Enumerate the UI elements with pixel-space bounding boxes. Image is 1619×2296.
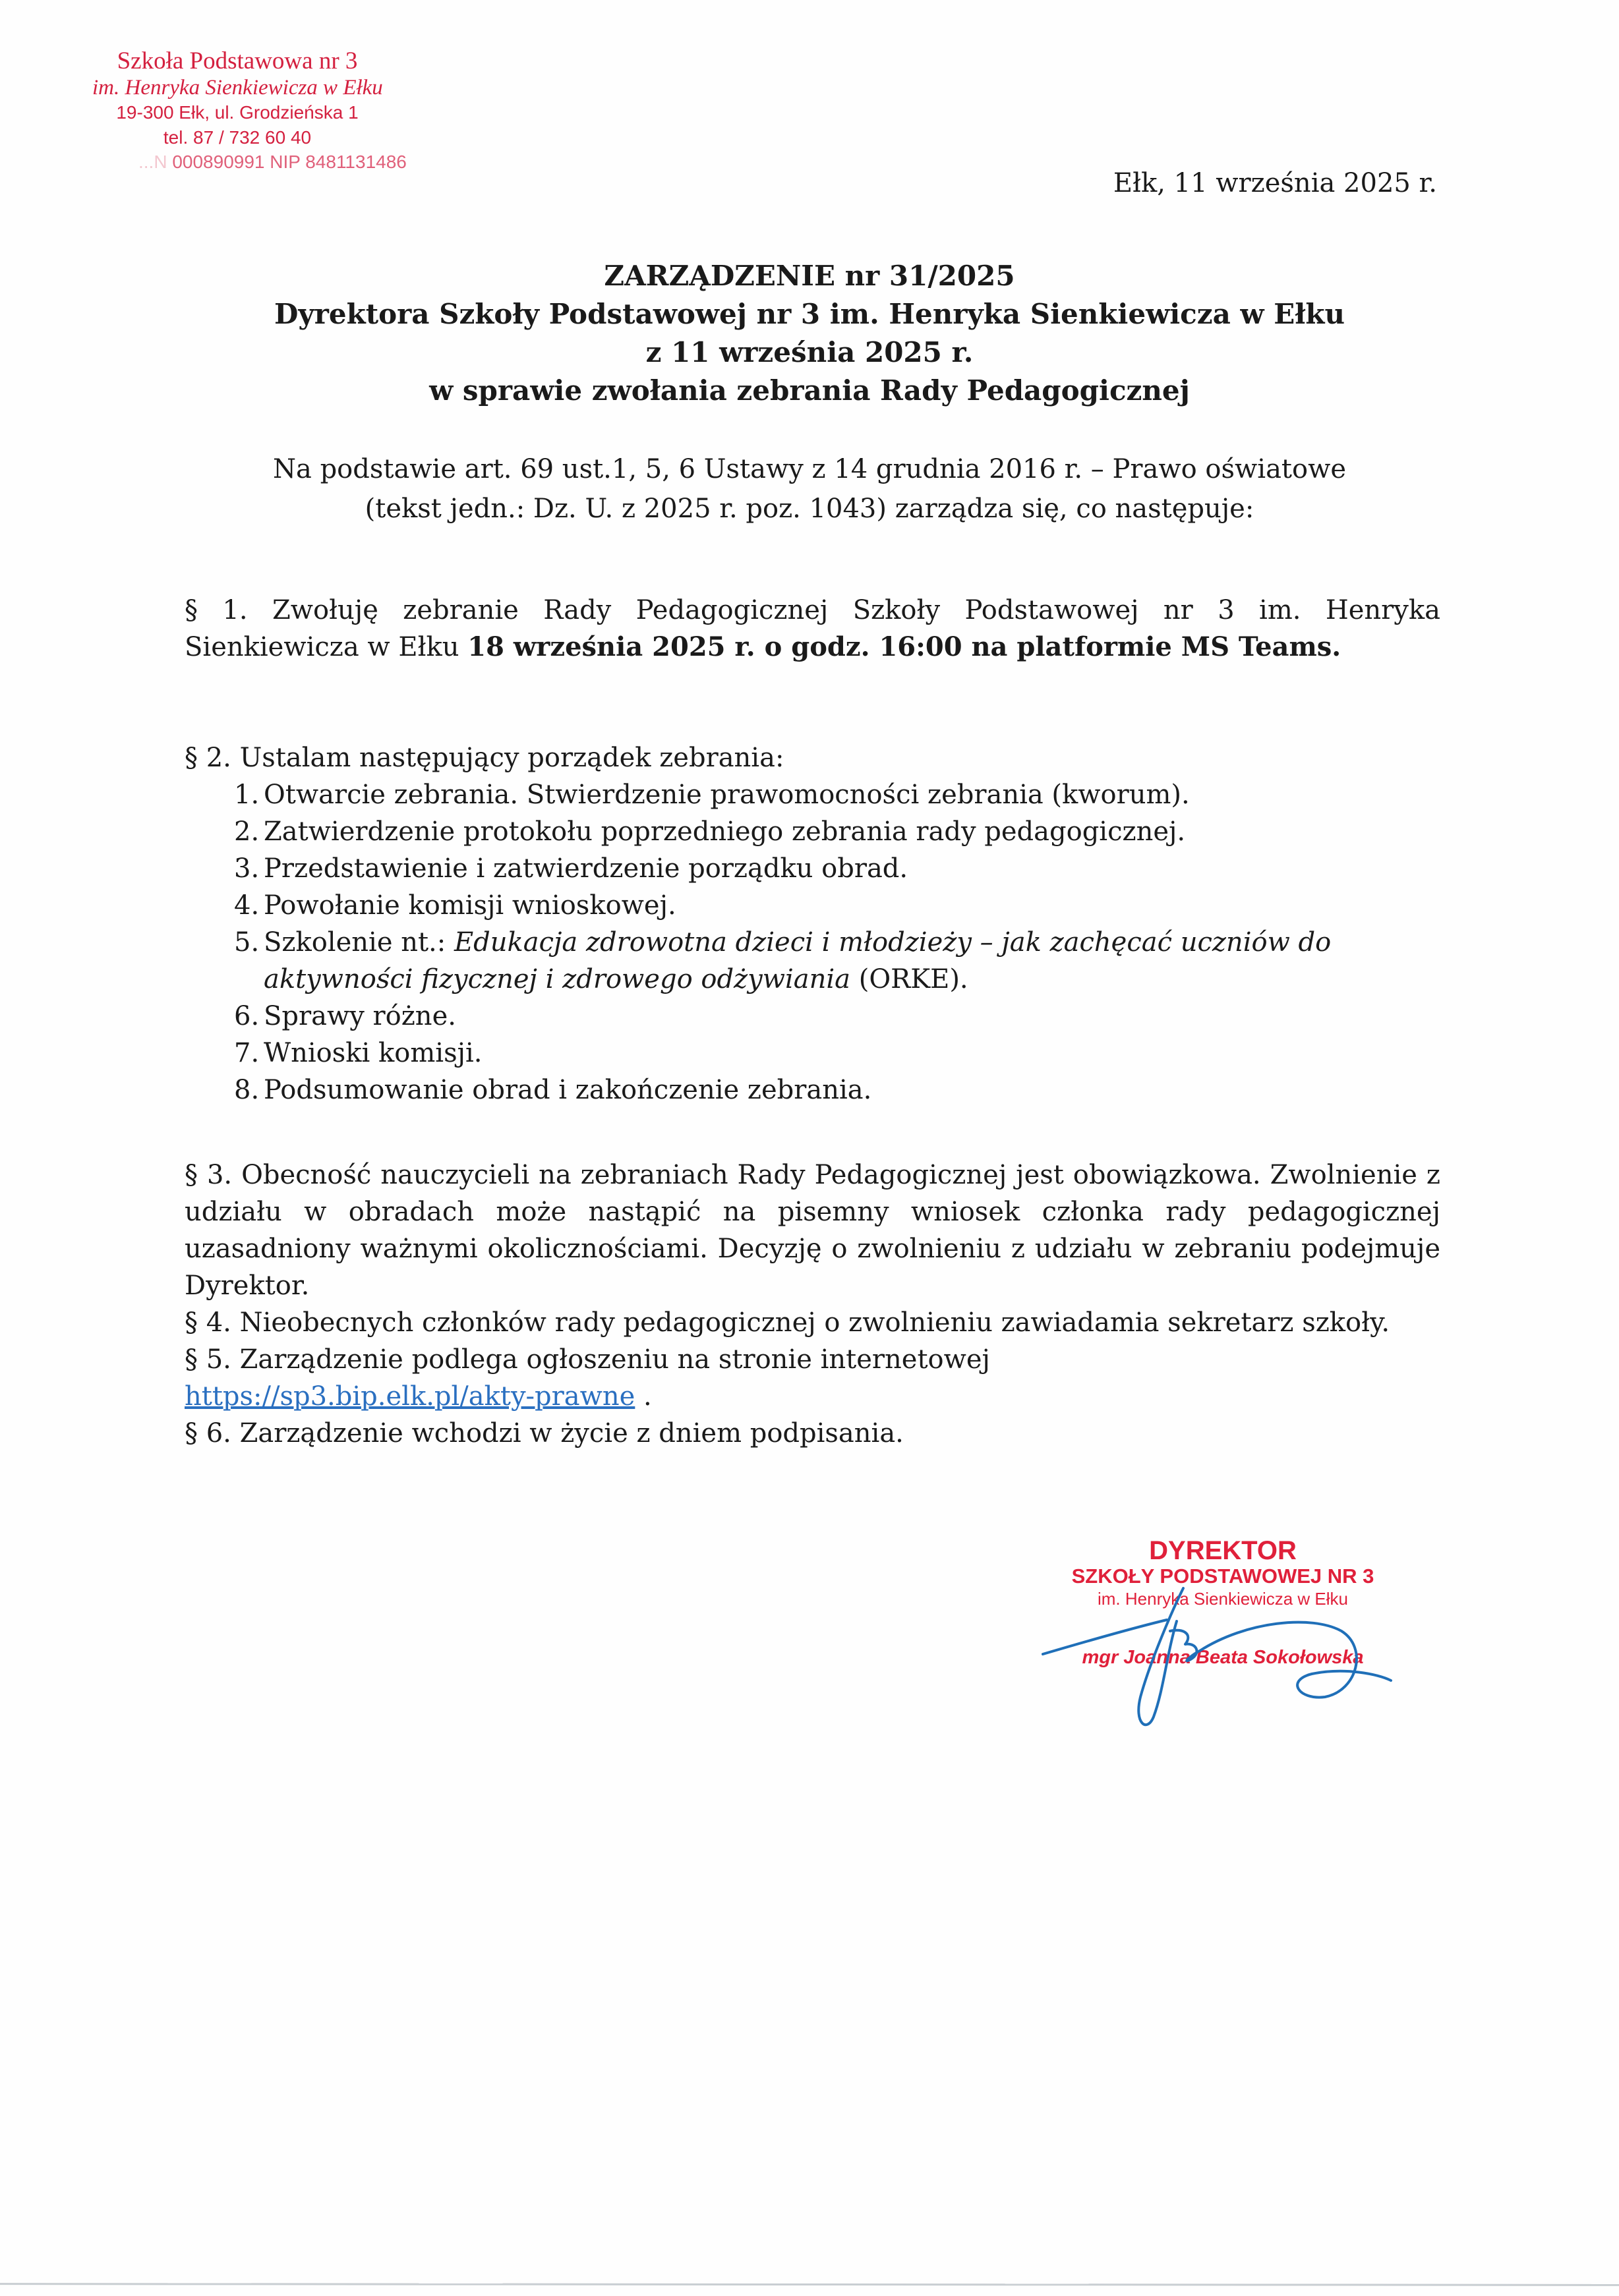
agenda-item: 4. Powołanie komisji wnioskowej. (234, 890, 676, 921)
section-6: § 6. Zarządzenie wchodzi w życie z dniem podpisania. (185, 1418, 904, 1449)
school-stamp (92, 47, 407, 174)
section-1 (185, 592, 1440, 666)
meeting-place: na platformie MS Teams. (971, 631, 1341, 662)
school-ids (138, 150, 407, 174)
section-4: § 4. Nieobecnych członków rady pedagogicznej o zwolnieniu zawiadamia sekretarz szkoły. (185, 1307, 1390, 1338)
agenda-item: 7. Wnioski komisji. (234, 1038, 483, 1068)
director-title: DYREKTOR (1149, 1536, 1297, 1565)
section-3: § 3. Obecność nauczycieli na zebraniach Rady Pedagogicznej jest obowiązkowa. Zwolnienie z udziału w obradach może nastąpić na pisemny wniosek członka rady pedagogicznej uzasadniony ważnymi okolicznościami. Decyzję o zwolnieniu z udziału w zebraniu podejmuje Dyrektor. (185, 1160, 1440, 1301)
title-line-2: Dyrektora Szkoły Podstawowej nr 3 im. Henryka Sienkiewicza w Ełku (274, 298, 1345, 330)
title-line-1: ZARZĄDZENIE nr 31/2025 (604, 260, 1015, 292)
section-2-intro: § 2. Ustalam następujący porządek zebrania: (185, 743, 784, 773)
school-name: Szkoła Podstawowa nr 3 (117, 47, 358, 74)
school-address: 19-300 Ełk, ul. Grodzieńska 1 (116, 102, 359, 123)
training-topic: Edukacja zdrowotna dzieci i młodzieży – jak zachęcać uczniów do aktywności fizycznej i zdrowego odżywiania (264, 927, 1332, 994)
agenda-list (185, 776, 1440, 1108)
legal-basis (0, 449, 1619, 529)
school-ids-faded: ...N (138, 152, 167, 172)
sections-3-6 (185, 1157, 1440, 1452)
meeting-date: 18 września 2025 r. (467, 631, 755, 662)
section-1-text: § 1. Zwołuję zebranie Rady Pedagogicznej Szkoły Podstawowej nr 3 im. Henryka Sienkiewicza w Ełku (185, 595, 1440, 662)
agenda-item: 5. Szkolenie nt.: Edukacja zdrowotna dzieci i młodzieży – jak zachęcać uczniów do aktywności fizycznej i zdrowego odżywiania (ORKE). (234, 927, 1332, 994)
legal-basis-line-2: (tekst jedn.: Dz. U. z 2025 r. poz. 1043) zarządza się, co następuje: (365, 494, 1254, 524)
title-line-3: z 11 września 2025 r. (645, 336, 974, 368)
school-phone: tel. 87 / 732 60 40 (163, 127, 312, 148)
scan-edge-divider (0, 2283, 1619, 2286)
agenda-item: 8. Podsumowanie obrad i zakończenie zebrania. (234, 1075, 872, 1105)
section-2 (185, 739, 1440, 1108)
section-5-link-line: https://sp3.bip.elk.pl/akty-prawne . (185, 1381, 652, 1412)
document-date: Ełk, 11 września 2025 r. (1113, 168, 1437, 198)
agenda-item: 2. Zatwierdzenie protokołu poprzedniego zebrania rady pedagogicznej. (234, 817, 1186, 847)
meeting-time: o godz. 16:00 (755, 631, 972, 662)
director-stamp (1038, 1537, 1407, 1669)
agenda-item: 3. Przedstawienie i zatwierdzenie porządku obrad. (234, 853, 908, 884)
agenda-item: 6. Sprawy różne. (234, 1001, 456, 1031)
director-patron: im. Henryka Sienkiewicza w Ełku (1097, 1589, 1348, 1609)
document-title (0, 257, 1619, 410)
director-school: SZKOŁY PODSTAWOWEJ NR 3 (1071, 1564, 1374, 1588)
school-patron: im. Henryka Sienkiewicza w Ełku (92, 76, 383, 100)
section-5: § 5. Zarządzenie podlega ogłoszeniu na stronie internetowej (185, 1344, 990, 1375)
director-name: mgr Joanna Beata Sokołowska (1082, 1647, 1364, 1668)
legal-basis-line-1: Na podstawie art. 69 ust.1, 5, 6 Ustawy z 14 grudnia 2016 r. – Prawo oświatowe (273, 454, 1346, 484)
bip-link[interactable]: https://sp3.bip.elk.pl/akty-prawne (185, 1381, 635, 1412)
title-line-4: w sprawie zwołania zebrania Rady Pedagogicznej (429, 374, 1190, 407)
school-ids-numbers: 000890991 NIP 8481131486 (167, 152, 407, 172)
agenda-item: 1. Otwarcie zebrania. Stwierdzenie prawomocności zebrania (kworum). (234, 780, 1190, 810)
